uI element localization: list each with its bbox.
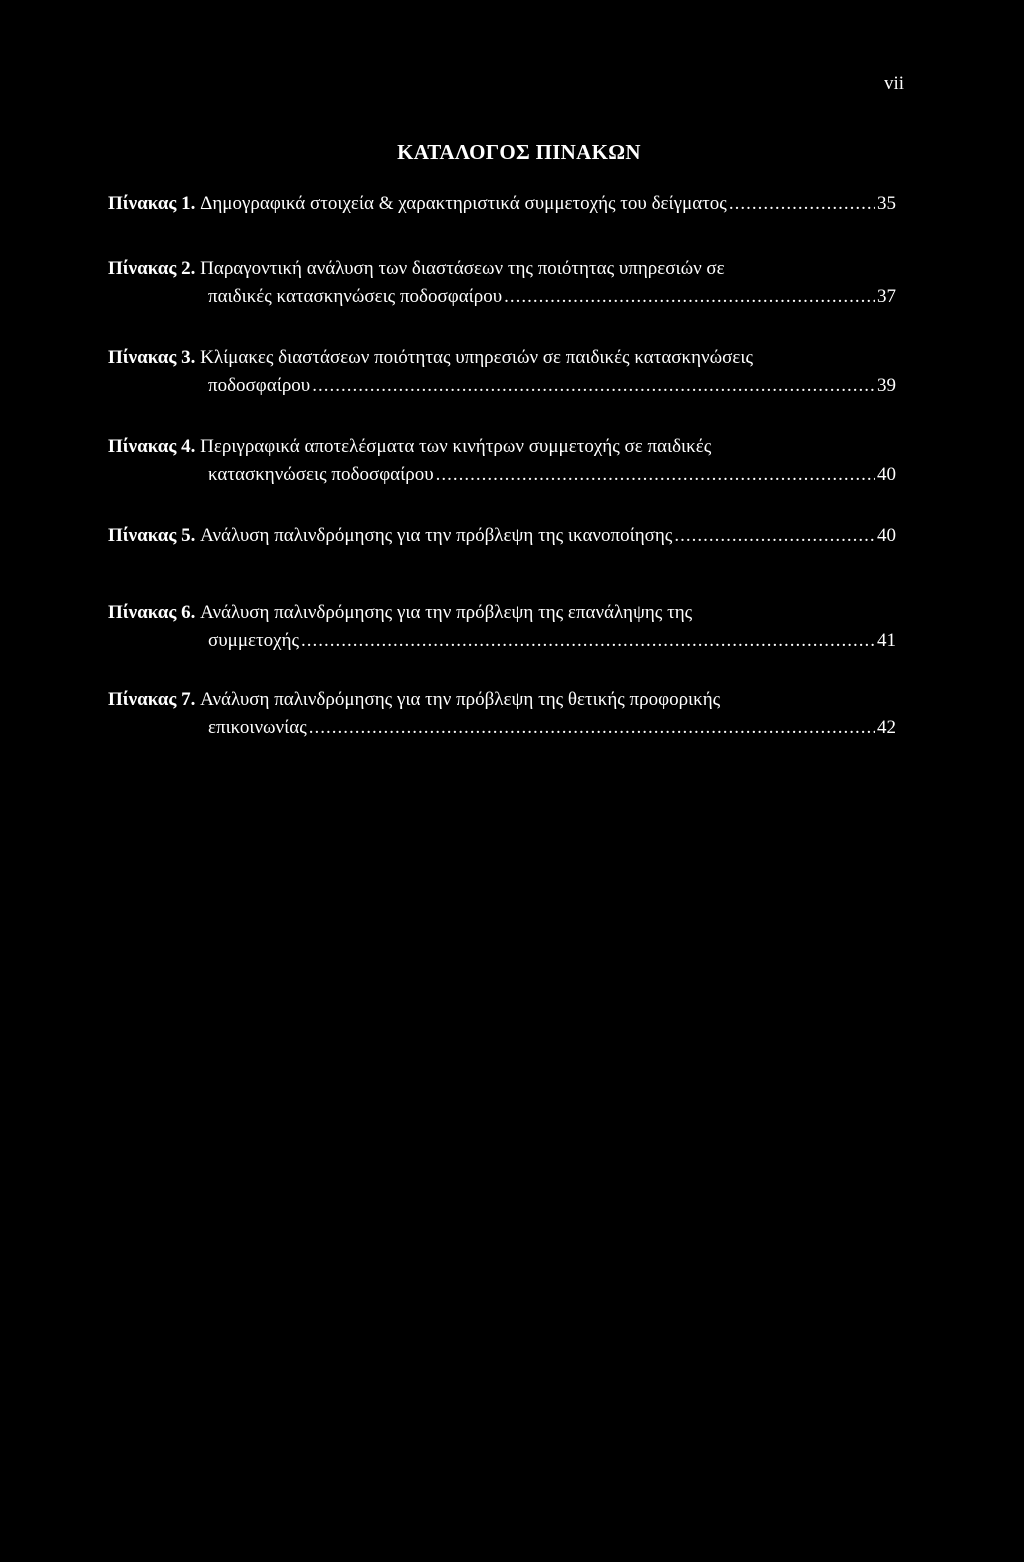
- dot-leader: [301, 627, 875, 655]
- toc-entry-5[interactable]: [108, 522, 896, 550]
- entry-label: Πίνακας 4.: [108, 436, 196, 457]
- page-reference: 42: [877, 717, 896, 738]
- entry-title: Ανάλυση παλινδρόμησης για την πρόβλεψη της επανάληψης της: [200, 602, 693, 623]
- entry-label: Πίνακας 5.: [108, 525, 196, 546]
- toc-entry-4[interactable]: [108, 433, 896, 489]
- page-reference: 40: [877, 464, 896, 485]
- entry-title: Κλίμακες διαστάσεων ποιότητας υπηρεσιών σε παιδικές κατασκηνώσεις: [200, 347, 753, 368]
- entry-title: Ανάλυση παλινδρόμησης για την πρόβλεψη της θετικής προφορικής: [200, 689, 721, 710]
- toc-entry-3[interactable]: [108, 344, 896, 400]
- entry-label: Πίνακας 1.: [108, 193, 196, 214]
- entry-title-continuation: επικοινωνίας: [208, 717, 307, 738]
- entry-label: Πίνακας 7.: [108, 689, 196, 710]
- page-reference: 41: [877, 630, 896, 651]
- page-reference: 40: [877, 525, 896, 546]
- entry-title-continuation: ποδοσφαίρου: [208, 375, 311, 396]
- dot-leader: [312, 372, 875, 400]
- dot-leader: [729, 190, 875, 218]
- entry-title: Δημογραφικά στοιχεία & χαρακτηριστικά συμμετοχής του δείγματος: [200, 193, 727, 214]
- dot-leader: [504, 283, 875, 311]
- entry-title-continuation: συμμετοχής: [208, 630, 300, 651]
- page-title: ΚΑΤΑΛΟΓΟΣ ΠΙΝΑΚΩΝ: [397, 140, 641, 164]
- dot-leader: [436, 461, 875, 489]
- toc-entry-2[interactable]: [108, 255, 896, 311]
- entry-title: Ανάλυση παλινδρόμησης για την πρόβλεψη της ικανοποίησης: [200, 525, 673, 546]
- entry-label: Πίνακας 6.: [108, 602, 196, 623]
- toc-entry-7[interactable]: [108, 686, 896, 742]
- entry-label: Πίνακας 2.: [108, 258, 196, 279]
- entry-title: Περιγραφικά αποτελέσματα των κινήτρων συμμετοχής σε παιδικές: [200, 436, 712, 457]
- page-reference: 35: [877, 193, 896, 214]
- entry-title-continuation: παιδικές κατασκηνώσεις ποδοσφαίρου: [208, 286, 503, 307]
- page-number: vii: [884, 73, 905, 94]
- entry-title-continuation: κατασκηνώσεις ποδοσφαίρου: [208, 464, 434, 485]
- entry-title: Παραγοντική ανάλυση των διαστάσεων της ποιότητας υπηρεσιών σε: [200, 258, 725, 279]
- dot-leader: [309, 714, 875, 742]
- page-reference: 37: [877, 286, 896, 307]
- dot-leader: [674, 522, 875, 550]
- toc-entry-6[interactable]: [108, 599, 896, 655]
- page-reference: 39: [877, 375, 896, 396]
- toc-entry-1[interactable]: [108, 190, 896, 218]
- entry-label: Πίνακας 3.: [108, 347, 196, 368]
